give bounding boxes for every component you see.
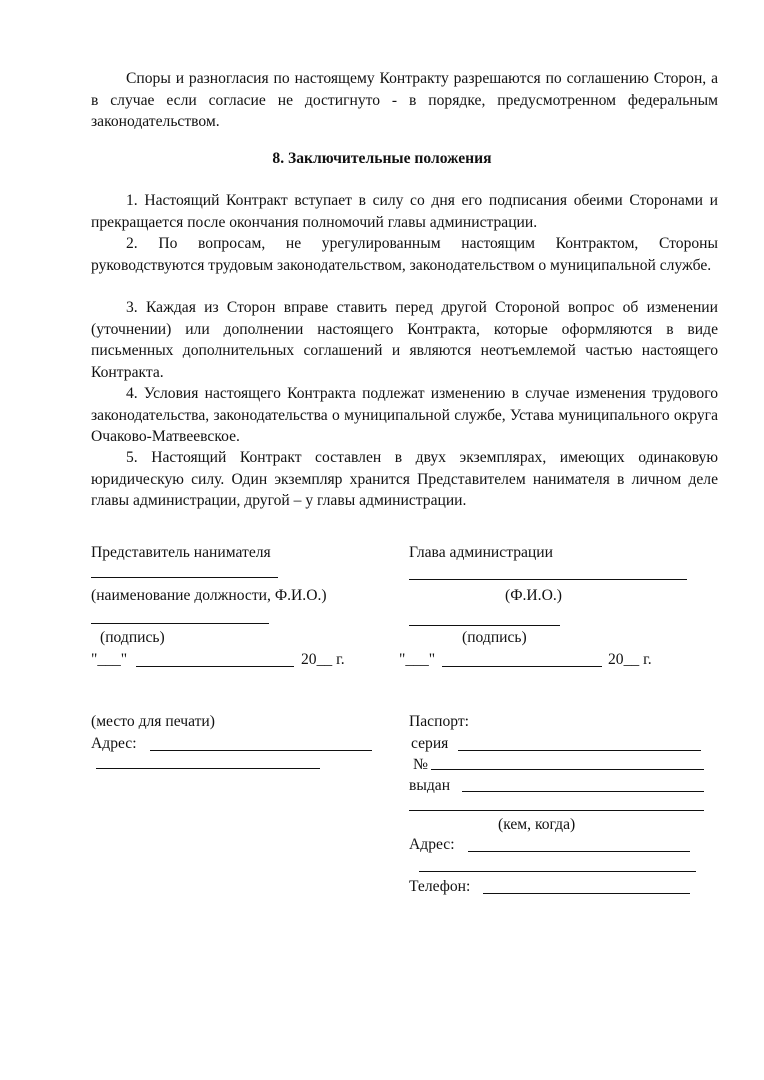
left-signature-caption: (подпись)	[100, 629, 165, 646]
right-signature-line	[409, 625, 560, 626]
clause-5: 5. Настоящий Контракт составлен в двух экземплярах, имеющих одинаковую юридическую силу. Один экземпляр хранится Представителем нанимателя в личном деле главы администрации, другой – у главы администрации.	[91, 449, 718, 509]
right-name-line	[409, 579, 687, 580]
passport-issued-label: выдан	[409, 777, 451, 794]
intro-paragraph: Споры и разногласия по настоящему Контракту разрешаются по соглашению Сторон, а в случае если согласие не достигнуто - в порядке, предусмотренном федеральным законодательством.	[91, 70, 718, 130]
clause-4: 4. Условия настоящего Контракта подлежат изменению в случае изменения трудового законодательства, законодательства о муниципальной службе, Устава муниципального округа Очаково-Матвеевское.	[91, 385, 718, 445]
phone-label: Телефон:	[409, 878, 471, 895]
left-signature-line	[91, 623, 269, 624]
left-date-day: "___"	[91, 651, 128, 668]
left-address-label: Адрес:	[91, 735, 137, 752]
clause-3: 3. Каждая из Сторон вправе ставить перед другой Стороной вопрос об изменении (уточнении) или дополнении настоящего Контракта, которые оформляются в виде письменных дополнительных соглашений и являются неотъемлемой частью настоящего Контракта.	[91, 299, 718, 381]
left-date-year: 20__ г.	[301, 651, 345, 668]
passport-series-label: серия	[411, 735, 449, 752]
passport-label: Паспорт:	[409, 713, 469, 730]
right-address-label: Адрес:	[409, 836, 455, 853]
left-title: Представитель нанимателя	[91, 544, 271, 561]
right-title: Глава администрации	[409, 544, 553, 561]
clause-1: 1. Настоящий Контракт вступает в силу со дня его подписания обеими Сторонами и прекращается после окончания полномочий главы администрации.	[91, 192, 718, 231]
clause-2: 2. По вопросам, не урегулированным настоящим Контрактом, Стороны руководствуются трудовым законодательством, законодательством о муниципальной службе.	[91, 235, 718, 274]
left-date-month-line	[136, 666, 294, 667]
phone-line	[483, 893, 690, 894]
right-signature-caption: (подпись)	[462, 629, 527, 646]
passport-issued-line	[462, 791, 704, 792]
right-date-year: 20__ г.	[608, 651, 652, 668]
left-address-line	[150, 750, 372, 751]
left-address-line-2	[96, 768, 320, 769]
seal-place: (место для печати)	[91, 713, 215, 730]
right-name-caption: (Ф.И.О.)	[505, 587, 562, 604]
passport-issued-caption: (кем, когда)	[498, 816, 576, 833]
left-position-line	[91, 577, 278, 578]
left-position-caption: (наименование должности, Ф.И.О.)	[91, 587, 327, 604]
right-address-line-2	[419, 871, 696, 872]
section-title: 8. Заключительные положения	[272, 150, 492, 167]
passport-number-label: №	[413, 756, 428, 773]
passport-number-line	[431, 769, 704, 770]
right-date-day: "___"	[399, 651, 436, 668]
passport-issued-line-2	[409, 810, 704, 811]
passport-series-line	[458, 750, 701, 751]
right-date-month-line	[442, 666, 602, 667]
right-address-line	[468, 851, 690, 852]
